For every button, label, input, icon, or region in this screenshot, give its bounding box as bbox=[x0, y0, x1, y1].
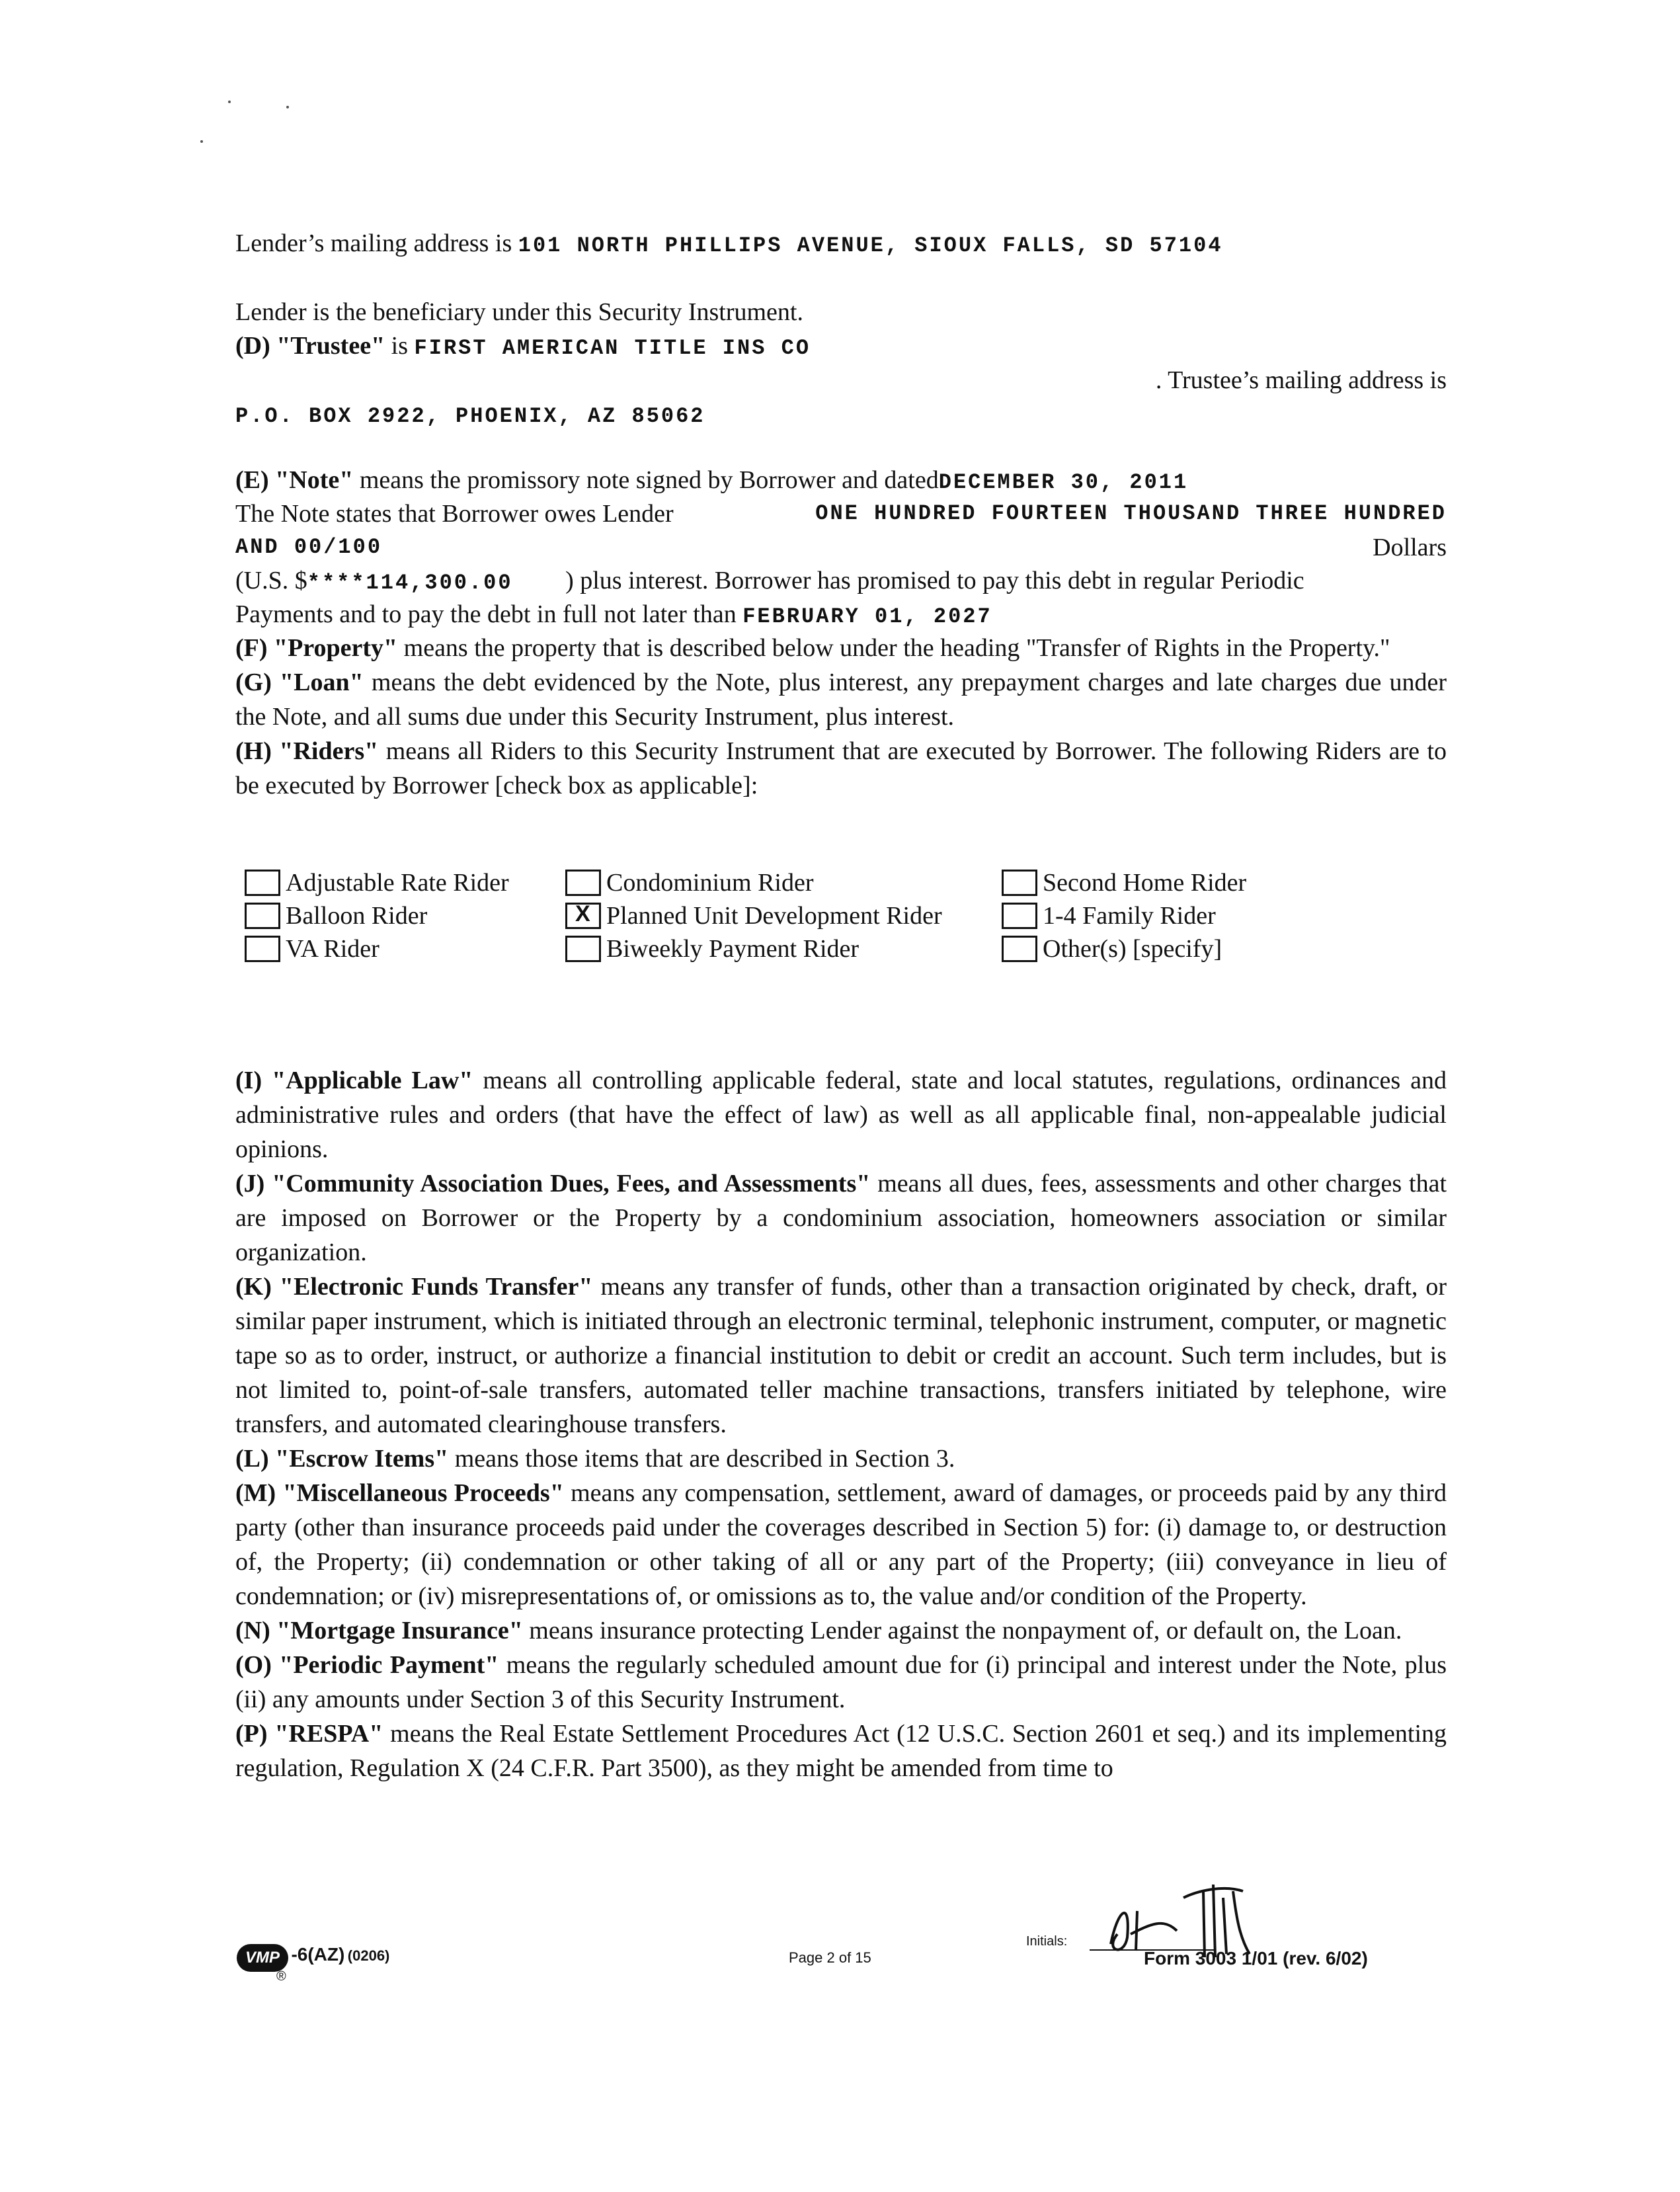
definition-letter: (J) bbox=[235, 1170, 265, 1197]
definition-text: means the regularly scheduled amount due for (i) principal and interest under the Note, plus (ii) any amounts under Section 3 of this Security Instrument. bbox=[235, 1651, 1447, 1713]
rider-label: Other(s) [specify] bbox=[1043, 935, 1222, 963]
note-line-1 bbox=[235, 463, 1447, 500]
checkbox[interactable] bbox=[1002, 903, 1037, 929]
definition-term: "Community Association Dues, Fees, and Assessments" bbox=[272, 1170, 871, 1197]
lender-address-line bbox=[235, 226, 1447, 263]
note-amount: ****114,300.00 bbox=[307, 571, 513, 595]
note-line-2 bbox=[235, 497, 1447, 531]
definition-text: means all dues, fees, assessments and other charges that are imposed on Borrower or the Property by a condominium association, homeowners association or similar organization. bbox=[235, 1170, 1447, 1266]
definition-periodic-payment bbox=[235, 1648, 1447, 1717]
rider-others[interactable] bbox=[1002, 932, 1222, 965]
checkbox-checked[interactable] bbox=[565, 903, 601, 929]
checkbox-mark: X bbox=[575, 901, 590, 926]
definition-text: means those items that are described in Section 3. bbox=[454, 1445, 955, 1473]
rider-adjustable-rate[interactable] bbox=[245, 866, 509, 899]
note-payments-text: Payments and to pay the debt in full not later than bbox=[235, 600, 737, 628]
note-term: "Note" bbox=[275, 466, 354, 494]
lender-address-value: 101 NORTH PHILLIPS AVENUE, SIOUX FALLS, SD 57104 bbox=[518, 233, 1223, 258]
definition-term: "Loan" bbox=[280, 669, 364, 696]
trustee-address-line bbox=[235, 397, 1447, 434]
footer-initials-label: Initials: bbox=[1026, 1934, 1068, 1949]
trustee-term: "Trustee" bbox=[276, 332, 385, 360]
note-us-prefix: (U.S. $ bbox=[235, 567, 307, 594]
rider-1-4-family[interactable] bbox=[1002, 899, 1216, 932]
trustee-name: FIRST AMERICAN TITLE INS CO bbox=[414, 336, 811, 360]
definition-miscellaneous-proceeds bbox=[235, 1476, 1447, 1613]
definition-letter: (I) bbox=[235, 1067, 262, 1094]
footer-form-code-date: (0206) bbox=[347, 1947, 390, 1965]
note-letter: (E) bbox=[235, 466, 269, 494]
note-interest-text: ) plus interest. Borrower has promised to pay this debt in regular Periodic bbox=[565, 567, 1304, 594]
definition-letter: (G) bbox=[235, 669, 272, 696]
footer-form-code: -6(AZ) bbox=[291, 1944, 345, 1965]
rider-label: Planned Unit Development Rider bbox=[606, 902, 942, 930]
definition-text: means the property that is described below under the heading "Transfer of Rights in the Property." bbox=[403, 634, 1390, 662]
definition-letter: (O) bbox=[235, 1651, 272, 1679]
footer-page-number: Page 2 of 15 bbox=[789, 1949, 871, 1966]
rider-label: Condominium Rider bbox=[606, 869, 814, 897]
definition-loan bbox=[235, 665, 1447, 734]
checkbox[interactable] bbox=[565, 936, 601, 962]
definitions-b bbox=[235, 1063, 1447, 1785]
checkbox[interactable] bbox=[1002, 936, 1037, 962]
definition-text: means the Real Estate Settlement Procedures Act (12 U.S.C. Section 2601 et seq.) and its implementing regulation, Regulation X (24 C.F.R. Part 3500), as they might be amended from time to bbox=[235, 1720, 1447, 1782]
definition-term: "Escrow Items" bbox=[275, 1445, 449, 1473]
checkbox[interactable] bbox=[245, 936, 280, 962]
lender-beneficiary-line: Lender is the beneficiary under this Security Instrument. bbox=[235, 298, 803, 326]
definition-community-association bbox=[235, 1166, 1447, 1270]
rider-label: 1-4 Family Rider bbox=[1043, 902, 1216, 930]
definition-letter: (L) bbox=[235, 1445, 269, 1473]
definition-respa bbox=[235, 1717, 1447, 1785]
rider-planned-unit-development[interactable] bbox=[565, 899, 942, 932]
rider-va[interactable] bbox=[245, 932, 380, 965]
note-dated-text: means the promissory note signed by Borrower and dated bbox=[359, 466, 939, 494]
note-date: DECEMBER 30, 2011 bbox=[938, 470, 1189, 495]
definition-term: "Riders" bbox=[279, 737, 379, 765]
definition-text: means all Riders to this Security Instrument that are executed by Borrower. The following Riders are to be executed by Borrower [check box as applicable]: bbox=[235, 737, 1447, 799]
rider-biweekly-payment[interactable] bbox=[565, 932, 859, 965]
scan-speck bbox=[286, 106, 289, 108]
note-amount-words-2: AND 00/100 bbox=[235, 535, 383, 559]
vmp-logo: VMP bbox=[237, 1944, 288, 1972]
note-maturity-date: FEBRUARY 01, 2027 bbox=[742, 604, 992, 629]
lender-address-label: Lender’s mailing address is bbox=[235, 229, 512, 257]
rider-label: Balloon Rider bbox=[286, 902, 428, 930]
rider-condominium[interactable] bbox=[565, 866, 814, 899]
definition-letter: (H) bbox=[235, 737, 272, 765]
definition-term: "Mortgage Insurance" bbox=[276, 1617, 523, 1644]
footer-form-number: Form 3003 1/01 (rev. 6/02) bbox=[1144, 1948, 1368, 1969]
definition-letter: (M) bbox=[235, 1479, 276, 1507]
note-amount-words-1: ONE HUNDRED FOURTEEN THOUSAND THREE HUNDRED bbox=[815, 501, 1447, 526]
definition-text: means the debt evidenced by the Note, plus interest, any prepayment charges and late charges due under the Note, and all sums due under this Security Instrument, plus interest. bbox=[235, 669, 1447, 731]
rider-label: VA Rider bbox=[286, 935, 380, 963]
definition-term: "Periodic Payment" bbox=[279, 1651, 499, 1679]
trustee-mailing-label: . Trustee’s mailing address is bbox=[1155, 366, 1447, 394]
definition-text: means insurance protecting Lender against the nonpayment of, or default on, the Loan. bbox=[529, 1617, 1402, 1644]
definition-riders bbox=[235, 734, 1447, 803]
note-line-4 bbox=[235, 563, 1447, 600]
definition-letter: (K) bbox=[235, 1273, 272, 1301]
trustee-line bbox=[235, 329, 1447, 366]
scan-speck bbox=[200, 140, 203, 143]
definition-term: "Property" bbox=[274, 634, 398, 662]
rider-label: Second Home Rider bbox=[1043, 869, 1247, 897]
definition-text: means all controlling applicable federal, state and local statutes, regulations, ordinances and administrative rules and orders (that have the effect of law) as well as all applicable final, non-appealable judicial opinions. bbox=[235, 1067, 1447, 1163]
trustee-is: is bbox=[391, 332, 409, 360]
definition-text: means any compensation, settlement, award of damages, or proceeds paid by any third party (other than insurance proceeds paid under the coverages described in Section 5) for: (i) damage to, or destruction of, the Property; (ii) condemnation or other taking of all or any part of the Property; (iii) conveyance in lieu of condemnation; or (iv) misrepresentations of, or omissions as to, the value and/or condition of the Property. bbox=[235, 1479, 1447, 1610]
trustee-letter: (D) bbox=[235, 332, 270, 360]
rider-second-home[interactable] bbox=[1002, 866, 1246, 899]
note-line-5 bbox=[235, 597, 1447, 634]
definition-letter: (F) bbox=[235, 634, 268, 662]
scan-speck bbox=[228, 101, 231, 103]
note-dollars: Dollars bbox=[1373, 534, 1447, 561]
note-owes-text: The Note states that Borrower owes Lender bbox=[235, 500, 674, 528]
rider-label: Adjustable Rate Rider bbox=[286, 869, 509, 897]
checkbox[interactable] bbox=[1002, 870, 1037, 896]
definition-property bbox=[235, 631, 1447, 665]
definition-escrow-items bbox=[235, 1441, 1447, 1476]
definition-electronic-funds-transfer bbox=[235, 1270, 1447, 1441]
definition-applicable-law bbox=[235, 1063, 1447, 1166]
definition-term: "Miscellaneous Proceeds" bbox=[282, 1479, 564, 1507]
definition-term: "Electronic Funds Transfer" bbox=[279, 1273, 593, 1301]
checkbox[interactable] bbox=[245, 870, 280, 896]
checkbox[interactable] bbox=[565, 870, 601, 896]
definition-text: means any transfer of funds, other than a transaction originated by check, draft, or similar paper instrument, which is initiated through an electronic terminal, telephonic instrument, computer, or magnetic tape so as to order, instruct, or authorize a financial institution to debit or credit an account. Such term includes, but is not limited to, point-of-sale transfers, automated teller machine transactions, transfers initiated by telephone, wire transfers, and automated clearinghouse transfers. bbox=[235, 1273, 1447, 1438]
definition-letter: (N) bbox=[235, 1617, 270, 1644]
definitions-a bbox=[235, 631, 1447, 803]
definition-term: "Applicable Law" bbox=[272, 1067, 473, 1094]
definition-term: "RESPA" bbox=[274, 1720, 383, 1748]
registered-mark: ® bbox=[276, 1969, 286, 1984]
rider-balloon[interactable] bbox=[245, 899, 427, 932]
definition-mortgage-insurance bbox=[235, 1613, 1447, 1648]
footer-form-id bbox=[237, 1944, 389, 1984]
definition-letter: (P) bbox=[235, 1720, 268, 1748]
trustee-address: P.O. BOX 2922, PHOENIX, AZ 85062 bbox=[235, 404, 705, 428]
note-line-3 bbox=[235, 530, 1447, 565]
checkbox[interactable] bbox=[245, 903, 280, 929]
rider-label: Biweekly Payment Rider bbox=[606, 935, 860, 963]
